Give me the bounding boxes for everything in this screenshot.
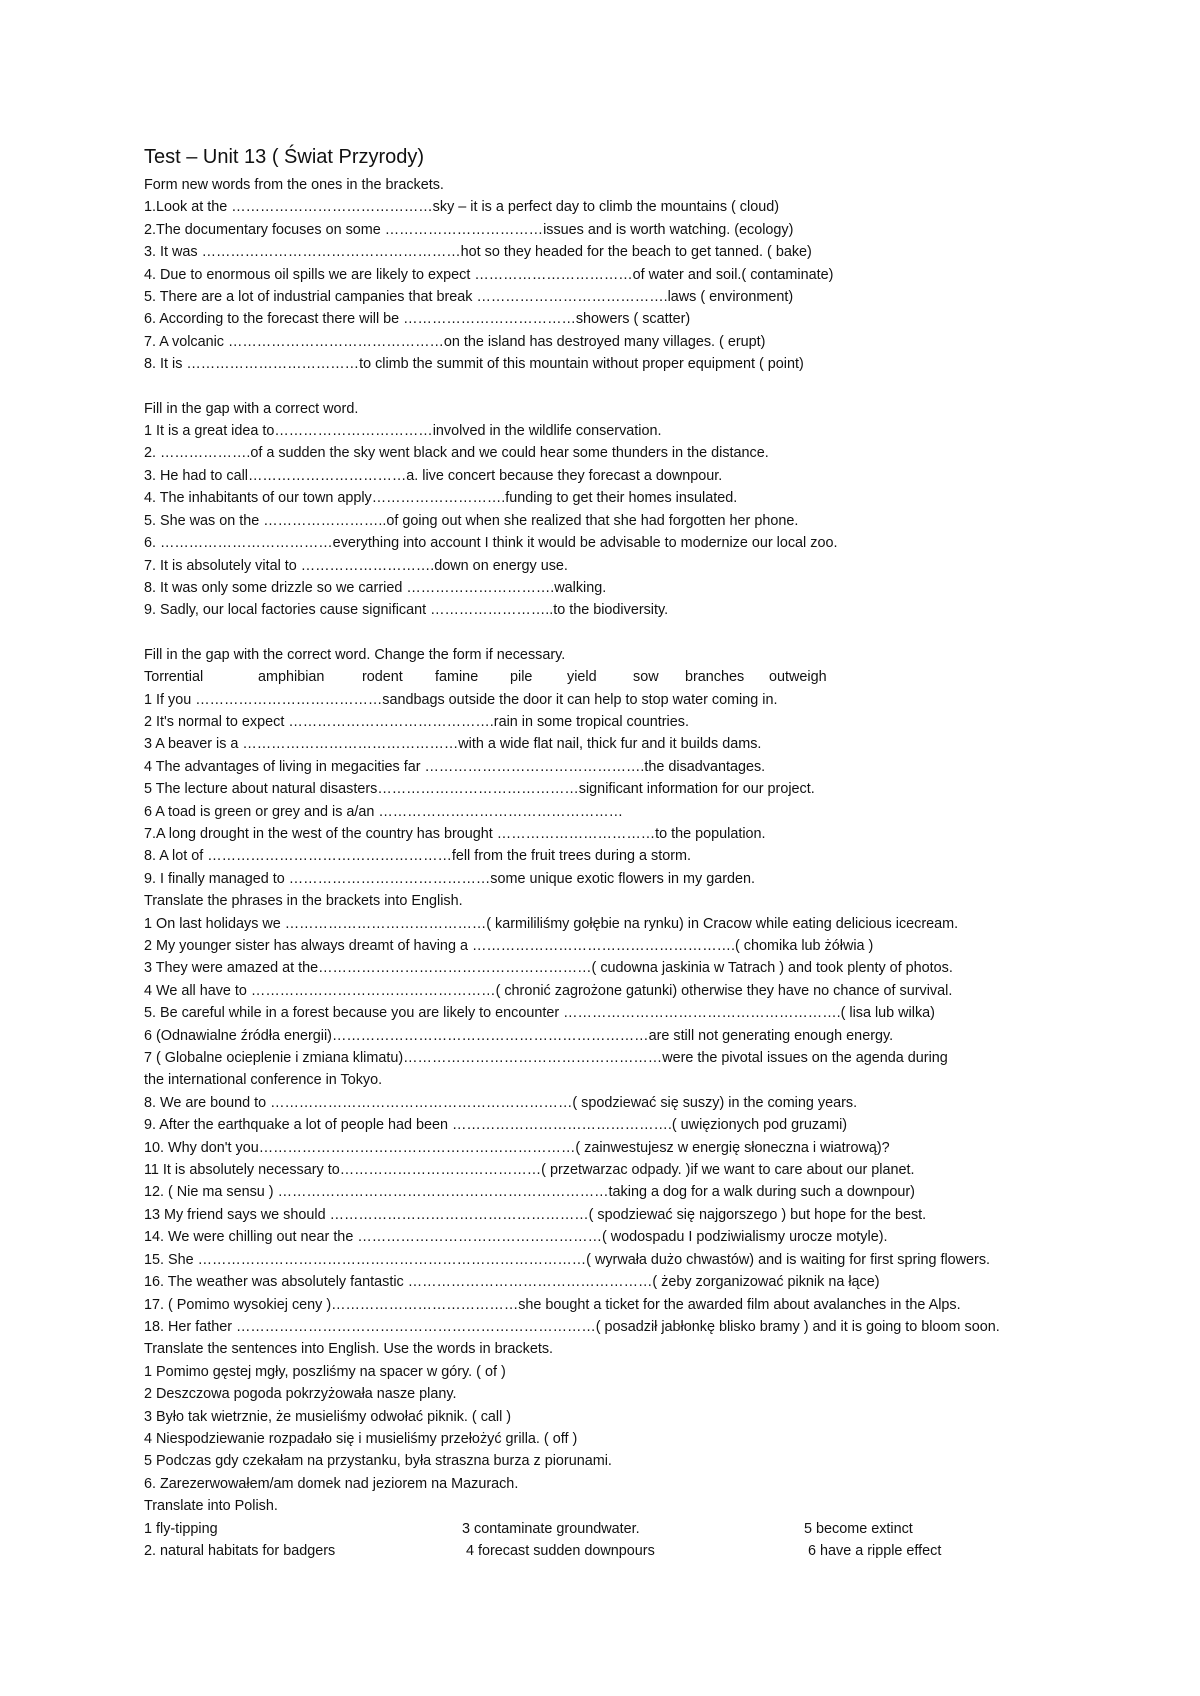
instruction: Translate the phrases in the brackets into English. [144,893,463,910]
word-bank-item: branches [685,669,745,686]
exercise-line: 6. Zarezerwowałem/am domek nad jeziorem na Mazurach. [144,1475,519,1492]
spacer [144,376,1084,398]
instruction: Form new words from the ones in the brackets. [144,177,444,193]
word-bank-item: famine [435,669,479,686]
exercise-line: 18. Her father …………………………………………………………………( posadził jabłonkę blisko bramy ) and it is going to bloom soon. [144,1318,1000,1335]
exercise-line: 1 Pomimo gęstej mgły, poszliśmy na spacer w góry. ( of ) [144,1363,506,1380]
exercise-line: 2.The documentary focuses on some ……………………………issues and is worth watching. (ecology) [144,221,794,238]
instruction: Fill in the gap with the correct word. Change the form if necessary. [144,646,566,663]
exercise-line: 3 Było tak wietrznie, że musieliśmy odwołać piknik. ( call ) [144,1408,512,1425]
exercise-line: 4 Niespodziewanie rozpadało się i musieliśmy przełożyć grilla. ( off ) [144,1430,578,1447]
exercise-line: 9. After the earthquake a lot of people had been ……………………………………….( uwięzionych pod gruzami) [144,1117,848,1134]
exercise-line: 7. A volcanic ………………………………………on the island has destroyed many villages. ( erupt) [144,333,766,350]
exercise-line: 3 A beaver is a ………………………………………with a wide flat nail, thick fur and it builds dams. [144,736,762,753]
exercise-line: the international conference in Tokyo. [144,1072,383,1089]
exercise-line: 13 My friend says we should ………………………………………………( spodziewać się najgorszego ) but hope for the best. [144,1206,927,1223]
exercise-line: 12. ( Nie ma sensu ) ……………………………………………………………taking a dog for a walk during such a downpour) [144,1184,915,1201]
exercise-line: 6 (Odnawialne źródła energii)…………………………………………………………are still not generating enough energy. [144,1027,894,1044]
exercise-line: 5. She was on the ……………………..of going out when she realized that she had forgotten her phone. [144,512,799,529]
section-translate-polish [144,1495,1084,1562]
exercise-line: 17. ( Pomimo wysokiej ceny )…………………………………she bought a ticket for the awarded film about avalanches in the Alps. [144,1296,961,1313]
exercise-line: 5 The lecture about natural disasters……………………………………significant information for our project. [144,781,815,798]
exercise-line: 2 Deszczowa pogoda pokrzyżowała nasze plany. [144,1386,457,1403]
section-word-formation [144,174,1084,376]
exercise-line: 6. ………………………………everything into account I think it would be advisable to modernize our local zoo. [144,535,838,552]
exercise-line: 8. A lot of ……………………………………………fell from the fruit trees during a storm. [144,848,691,865]
phrase-columns [144,1518,1084,1563]
instruction: Translate the sentences into English. Use the words in brackets. [144,1341,554,1358]
exercise-line: 5. There are a lot of industrial campanies that break ………………………………….laws ( environment) [144,289,794,306]
exercise-line: 6. According to the forecast there will be ………………………………showers ( scatter) [144,311,691,328]
exercise-line: 16. The weather was absolutely fantastic ……………………………………………( żeby zorganizować piknik na łące) [144,1274,880,1291]
instruction: Translate into Polish. [144,1498,278,1515]
instruction: Fill in the gap with a correct word. [144,400,359,417]
exercise-line: 7 ( Globalne ocieplenie i zmiana klimatu)………………………………………………were the pivotal issues on the agenda during [144,1050,948,1067]
word-bank-item: yield [567,669,597,686]
exercise-line: 5. Be careful while in a forest because you are likely to encounter ………………………………………………….( lisa lub wilka) [144,1005,935,1022]
section-fill-gap [144,398,1084,622]
exercise-line: 4. Due to enormous oil spills we are likely to expect ……………………………of water and soil.( contaminate) [144,266,834,283]
worksheet [144,142,1084,1562]
word-bank-item: amphibian [258,669,325,686]
page-title: Test – Unit 13 ( Świat Przyrody) [144,146,425,168]
exercise-line: 7. It is absolutely vital to ……………………….down on energy use. [144,557,568,574]
exercise-line: 4 We all have to ……………………………………………( chronić zagrożone gatunki) otherwise they have no chance of survival. [144,982,953,999]
exercise-line: 7.A long drought in the west of the country has brought ……………………………to the population. [144,825,766,842]
word-bank [144,666,1084,688]
phrase-column [462,1518,804,1563]
exercise-line: 10. Why don't you…………………………………………………………( zainwestujesz w energię słoneczna i wiatrową)? [144,1139,890,1156]
exercise-line: 15. She ………………………………………………………………………( wyrwała dużo chwastów) and is waiting for first spring flowers. [144,1251,991,1268]
exercise-line: 4. The inhabitants of our town apply……………………….funding to get their homes insulated. [144,490,738,507]
word-bank-item: Torrential [144,669,204,686]
spacer [144,622,1084,644]
exercise-line: 3 They were amazed at the…………………………………………………( cudowna jaskinia w Tatrach ) and took plenty of photos. [144,960,953,977]
word-bank-item: outweigh [769,669,827,686]
phrase-item: 6 have a ripple effect [808,1542,942,1559]
exercise-line: 1.Look at the ……………………………………sky – it is a perfect day to climb the mountains ( cloud) [144,199,780,216]
exercise-line: 9. Sadly, our local factories cause significant ……………………..to the biodiversity. [144,602,669,619]
section-translate-sentences [144,1338,1084,1495]
word-bank-item: rodent [362,669,403,686]
exercise-line: 9. I finally managed to ……………………………………some unique exotic flowers in my garden. [144,870,756,887]
phrase-item: 1 fly-tipping [144,1520,218,1537]
exercise-line: 8. We are bound to ………………………………………………………( spodziewać się suszy) in the coming years. [144,1094,858,1111]
exercise-line: 3. He had to call……………………………a. live concert because they forecast a downpour. [144,467,723,484]
word-bank-item: sow [633,669,659,686]
exercise-line: 4 The advantages of living in megacities far ……………………………………….the disadvantages. [144,758,766,775]
exercise-line: 3. It was ………………………………………………hot so they headed for the beach to get tanned. ( bake) [144,244,812,261]
exercise-line: 8. It is ………………………………to climb the summit of this mountain without proper equipment ( point) [144,356,804,373]
exercise-line: 1 It is a great idea to……………………………involved in the wildlife conservation. [144,423,662,440]
exercise-line: 1 If you …………………………………sandbags outside the door it can help to stop water coming in. [144,691,778,708]
phrase-item: 4 forecast sudden downpours [466,1542,655,1559]
section-word-bank [144,644,1084,890]
phrase-column [144,1518,462,1563]
phrase-column [804,1518,941,1563]
exercise-line: 2. ……………….of a sudden the sky went black and we could hear some thunders in the distance. [144,445,769,462]
exercise-line: 11 It is absolutely necessary to……………………………………( przetwarzac odpady. )if we want to care about our planet. [144,1162,915,1179]
section-translate-phrases [144,890,1084,1338]
word-bank-item: pile [510,669,533,686]
exercise-line: 8. It was only some drizzle so we carried ………………………….walking. [144,579,607,596]
exercise-line: 5 Podczas gdy czekałam na przystanku, była straszna burza z piorunami. [144,1453,612,1470]
phrase-item: 3 contaminate groundwater. [462,1520,640,1537]
exercise-line: 1 On last holidays we ……………………………………( karmililiśmy gołębie na rynku) in Cracow while eating delicious icecream. [144,915,959,932]
exercise-line: 6 A toad is green or grey and is a/an …………………………………………… [144,803,624,820]
exercise-line: 2 It's normal to expect …………………………………….rain in some tropical countries. [144,713,689,730]
phrase-item: 5 become extinct [804,1520,913,1537]
exercise-line: 2 My younger sister has always dreamt of having a ……………………………………………….( chomika lub żółwia ) [144,938,874,954]
exercise-line: 14. We were chilling out near the ……………………………………………( wodospadu I podziwialismy urocze motyle). [144,1229,888,1246]
phrase-item: 2. natural habitats for badgers [144,1542,336,1559]
